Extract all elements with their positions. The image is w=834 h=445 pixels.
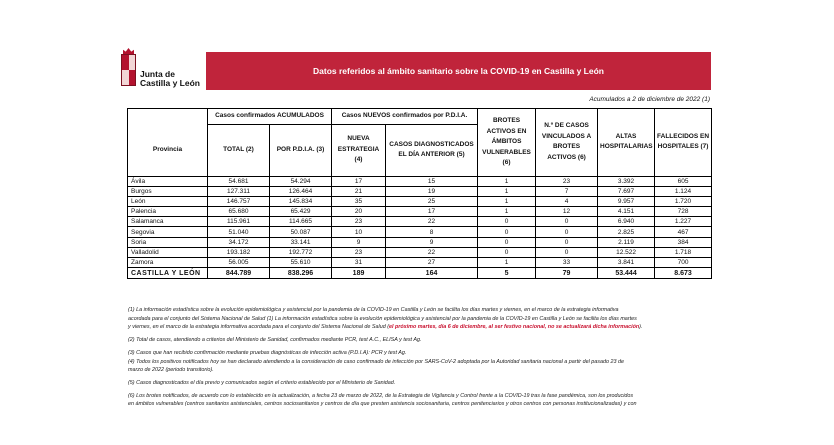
cell-prov: Soria <box>128 237 208 247</box>
note-2: (2) Total de casos, atendiendo a criterios del Ministerio de Sanidad, confirmados mediante PCR, test A.C., ELISA y test Ag. <box>128 337 422 344</box>
note-1c <box>128 323 713 332</box>
cell-nueva: 21 <box>332 186 386 196</box>
logo-line-1: Junta de <box>140 69 175 79</box>
cell-vinc: 4 <box>536 196 598 206</box>
cell-fall: 1.718 <box>655 247 712 257</box>
cell-total: 127.311 <box>208 186 270 196</box>
table-row <box>128 196 712 206</box>
cell-prov: Palencia <box>128 207 208 217</box>
total-row <box>128 268 712 279</box>
total-brotes: 5 <box>478 268 536 279</box>
cell-diag: 22 <box>386 247 478 257</box>
cell-vinc: 0 <box>536 237 598 247</box>
cell-altas: 9.957 <box>598 196 655 206</box>
table-row <box>128 258 712 268</box>
cell-pdia: 114.665 <box>270 217 332 227</box>
table-row <box>128 207 712 217</box>
total-vinc: 79 <box>536 268 598 279</box>
cell-diag: 19 <box>386 186 478 196</box>
cell-total: 34.172 <box>208 237 270 247</box>
cell-altas: 6.940 <box>598 217 655 227</box>
cell-vinc: 0 <box>536 217 598 227</box>
cell-vinc: 7 <box>536 186 598 196</box>
cell-pdia: 126.464 <box>270 186 332 196</box>
cell-pdia: 145.834 <box>270 196 332 206</box>
header-nueva-estrategia: NUEVA ESTRATEGIA (4) <box>332 124 386 176</box>
cell-diag: 17 <box>386 207 478 217</box>
header-total: TOTAL (2) <box>208 124 270 176</box>
header-fallecidos: FALLECIDOS EN HOSPITALES (7) <box>655 109 712 177</box>
cell-diag: 9 <box>386 237 478 247</box>
cell-pdia: 65.429 <box>270 207 332 217</box>
cell-altas: 3.841 <box>598 258 655 268</box>
table-row <box>128 227 712 237</box>
cell-vinc: 0 <box>536 247 598 257</box>
cell-pdia: 192.772 <box>270 247 332 257</box>
cell-altas: 2.119 <box>598 237 655 247</box>
cell-total: 115.961 <box>208 217 270 227</box>
cell-prov: Salamanca <box>128 217 208 227</box>
note-1c-text: y viernes, en el marco de la estrategia informativa acordada para el conjunto del Sistema Nacional de Salud ( <box>128 324 389 331</box>
cell-diag: 15 <box>386 176 478 186</box>
cell-brotes: 0 <box>478 237 536 247</box>
cell-altas: 12.522 <box>598 247 655 257</box>
total-diag: 164 <box>386 268 478 279</box>
crown-icon <box>123 48 134 54</box>
cell-prov: Zamora <box>128 258 208 268</box>
header-provincia: Provincia <box>128 124 208 176</box>
cell-vinc: 33 <box>536 258 598 268</box>
total-altas: 53.444 <box>598 268 655 279</box>
logo-text <box>140 70 200 88</box>
cell-vinc: 12 <box>536 207 598 217</box>
cell-altas: 4.151 <box>598 207 655 217</box>
cell-altas: 3.392 <box>598 176 655 186</box>
total-provincia: CASTILLA Y LEÓN <box>128 268 208 279</box>
header-acumulados: Casos confirmados ACUMULADOS <box>208 109 332 125</box>
cell-pdia: 50.087 <box>270 227 332 237</box>
cell-total: 193.182 <box>208 247 270 257</box>
total-pdia: 838.296 <box>270 268 332 279</box>
cell-prov: Valladolid <box>128 247 208 257</box>
cell-vinc: 0 <box>536 227 598 237</box>
junta-logo <box>121 46 200 96</box>
cell-diag: 22 <box>386 217 478 227</box>
cell-total: 51.040 <box>208 227 270 237</box>
table-row <box>128 186 712 196</box>
note-6a: (6) Los brotes notificados, de acuerdo con lo establecido en la actualización, a fecha 23 de marzo de 2022, de la Estrategia de Vigilancia y Control frente a la COVID-19 tras la fase pandémica, son los producidos <box>128 392 634 399</box>
note-5: (5) Casos diagnosticados el día previo y comunicados según el criterio establecido por el Ministerio de Sanidad. <box>128 379 396 386</box>
table-row <box>128 217 712 227</box>
table-body <box>128 176 712 268</box>
cell-nueva: 31 <box>332 258 386 268</box>
cell-total: 56.005 <box>208 258 270 268</box>
header-nuevos: Casos NUEVOS confirmados por P.D.I.A. <box>332 109 478 125</box>
cell-prov: Burgos <box>128 186 208 196</box>
note-1-end: ). <box>639 324 643 331</box>
cell-brotes: 1 <box>478 196 536 206</box>
note-1a: (1) La información estadística sobre la evolución epidemiológica y asistencial por la pandemia de la COVID-19 en Castilla y León se facilita los días martes y viernes, en el marco de la estrategia informativa <box>128 307 619 313</box>
header-diagnosticados: CASOS DIAGNOSTICADOS EL DÍA ANTERIOR (5) <box>386 124 478 176</box>
total-fallecidos: 8.673 <box>655 268 712 279</box>
header-blank <box>128 109 208 125</box>
cell-prov: Ávila <box>128 176 208 186</box>
logo-line-2: Castilla y León <box>140 78 200 88</box>
cell-brotes: 1 <box>478 176 536 186</box>
cell-nueva: 17 <box>332 176 386 186</box>
cell-pdia: 55.610 <box>270 258 332 268</box>
coat-of-arms-icon <box>121 54 136 86</box>
cell-fall: 700 <box>655 258 712 268</box>
cell-brotes: 1 <box>478 207 536 217</box>
cell-brotes: 0 <box>478 217 536 227</box>
header-vinculados: N.º DE CASOS VINCULADOS A BROTES ACTIVOS (6) <box>536 109 598 177</box>
cell-brotes: 1 <box>478 186 536 196</box>
cell-nueva: 23 <box>332 247 386 257</box>
footnotes <box>128 306 713 409</box>
cell-altas: 7.697 <box>598 186 655 196</box>
note-1-holiday-warning: el próximo martes, día 6 de diciembre, al ser festivo nacional, no se actualizará dicha información <box>389 324 640 331</box>
cell-nueva: 20 <box>332 207 386 217</box>
cell-prov: León <box>128 196 208 206</box>
header-altas: ALTAS HOSPITALARIAS <box>598 109 655 177</box>
cell-vinc: 23 <box>536 176 598 186</box>
cell-fall: 605 <box>655 176 712 186</box>
cell-brotes: 0 <box>478 247 536 257</box>
cell-diag: 25 <box>386 196 478 206</box>
header-brotes: BROTES ACTIVOS EN ÁMBITOS VULNERABLES (6) <box>478 109 536 177</box>
cell-fall: 1.227 <box>655 217 712 227</box>
cell-fall: 1.720 <box>655 196 712 206</box>
covid-data-table <box>127 108 712 279</box>
cell-brotes: 1 <box>478 258 536 268</box>
note-6b: en ámbitos vulnerables (centros sanitarios asistenciales, centros sociosanitarios y centros de día que presten asistencia sociosanitaria, centros penitenciarios y otros centros con personas institucionalizadas) y con <box>128 401 637 408</box>
cell-prov: Segovia <box>128 227 208 237</box>
cell-altas: 2.825 <box>598 227 655 237</box>
cell-nueva: 9 <box>332 237 386 247</box>
total-total: 844.789 <box>208 268 270 279</box>
header-pdia: POR P.D.I.A. (3) <box>270 124 332 176</box>
cell-diag: 27 <box>386 258 478 268</box>
table-row <box>128 247 712 257</box>
report-date: Acumulados a 2 de diciembre de 2022 (1) <box>589 96 710 103</box>
note-1b: acordada para el conjunto del Sistema Nacional de Salud (1) La información estadística sobre la evolución epidemiológica y asistencial por la pandemia de la COVID-19 en Castilla y León se facilita los días martes <box>128 315 637 322</box>
table-row <box>128 176 712 186</box>
total-nueva: 189 <box>332 268 386 279</box>
cell-pdia: 33.141 <box>270 237 332 247</box>
cell-total: 65.680 <box>208 207 270 217</box>
cell-diag: 8 <box>386 227 478 237</box>
note-3: (3) Casos que han recibido confirmación mediante pruebas diagnósticas de infección activa (P.D.I.A): PCR y test Ag. <box>128 349 407 356</box>
cell-total: 54.681 <box>208 176 270 186</box>
cell-fall: 1.124 <box>655 186 712 196</box>
cell-brotes: 0 <box>478 227 536 237</box>
cell-fall: 728 <box>655 207 712 217</box>
report-title-banner: Datos referidos al ámbito sanitario sobre la COVID-19 en Castilla y León <box>206 52 711 90</box>
cell-pdia: 54.294 <box>270 176 332 186</box>
table-row <box>128 237 712 247</box>
cell-fall: 467 <box>655 227 712 237</box>
note-4a: (4) Todos los positivos notificados hoy se han declarado atendiendo a la consideración de caso confirmado de infección por SARS-CoV-2 adoptada por la Autoridad sanitaria nacional a partir del pasado 23 de <box>128 358 624 365</box>
note-4b: marzo de 2022 (periodo transitorio). <box>128 367 214 374</box>
cell-nueva: 10 <box>332 227 386 237</box>
cell-nueva: 23 <box>332 217 386 227</box>
cell-total: 146.757 <box>208 196 270 206</box>
cell-fall: 384 <box>655 237 712 247</box>
cell-nueva: 35 <box>332 196 386 206</box>
